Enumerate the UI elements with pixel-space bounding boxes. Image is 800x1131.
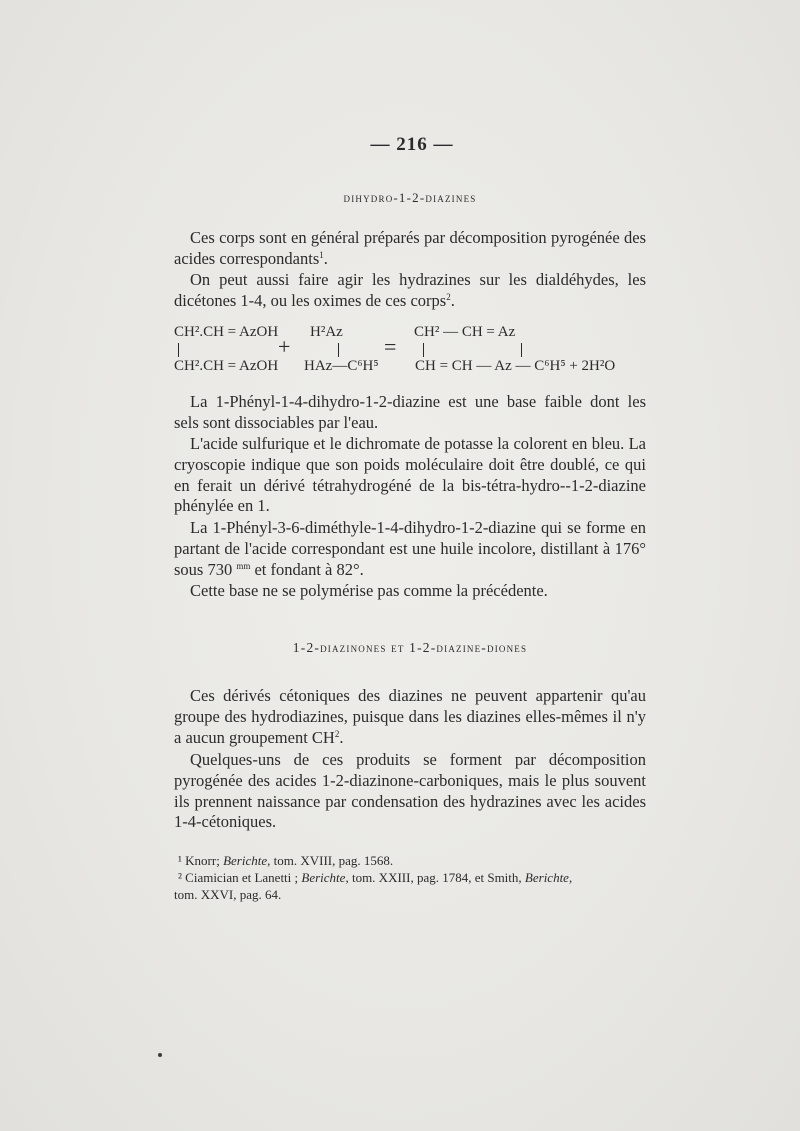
paragraph-1 xyxy=(174,228,646,270)
formula-right-top: CH² — CH = Az xyxy=(414,324,516,340)
unit-mm: mm xyxy=(236,560,251,571)
paragraph-1-text: Ces corps sont en général préparés par décomposition pyrogénée des acides correspondants xyxy=(174,228,646,268)
paragraph-6-text: Cette base ne se polymérise pas comme la précédente. xyxy=(190,581,548,600)
paragraph-7-tail: . xyxy=(339,727,344,747)
formula-left-top: CH².CH = AzOH xyxy=(174,324,279,340)
footnote-2-mark: ² xyxy=(178,870,182,885)
paragraph-3-text: La 1-Phényl-1-4-dihydro-1-2-diazine est une base faible dont les sels sont dissociables par l'eau. xyxy=(174,392,646,432)
bond-line-reagent xyxy=(338,343,339,357)
footnote-2-journal-2: Berichte xyxy=(524,870,569,885)
footnote-2-rest: , tom. XXIII, pag. 1784, et Smith, xyxy=(345,870,525,885)
bond-line-right-2 xyxy=(521,343,522,357)
paragraph-5 xyxy=(174,518,646,580)
footnote-2-author: Ciamician et Lanetti ; xyxy=(185,870,302,885)
paragraph-2-tail: . xyxy=(450,290,455,310)
section-heading-dihydrodiazines: dihydro-1-2-diazines xyxy=(343,190,477,205)
footnote-1-author: Knorr; xyxy=(185,853,224,868)
formula-equals: = xyxy=(384,334,397,359)
footnote-2-continuation: tom. XXVI, pag. 64. xyxy=(174,887,282,902)
paragraph-8 xyxy=(174,750,646,833)
footnote-1-journal: Berichte xyxy=(223,853,268,868)
formula-plus: + xyxy=(278,334,291,359)
paragraph-2 xyxy=(174,270,646,312)
chemical-equation xyxy=(174,324,654,380)
paragraph-4 xyxy=(174,434,646,517)
formula-left-bottom: CH².CH = AzOH xyxy=(174,358,279,374)
bond-line-left xyxy=(178,343,179,357)
footnote-ref-1: 1 xyxy=(319,249,324,260)
ink-speck xyxy=(158,1053,162,1057)
footnote-1 xyxy=(174,852,644,869)
footnote-2-rest-2: , xyxy=(568,870,573,885)
paragraph-5-text: La 1-Phényl-3-6-diméthyle-1-4-dihydro-1-2-diazine qui se forme en partant de l'acide correspondant est une huile incolore, distillant à 176° sous 730 xyxy=(174,518,646,579)
formula-right-bottom: CH = CH — Az — C⁶H⁵ + 2H²O xyxy=(415,358,616,374)
footnote-1-rest: , tom. XVIII, pag. 1568. xyxy=(267,853,394,868)
footnote-ref-2: 2 xyxy=(446,291,451,302)
bond-line-right-1 xyxy=(423,343,424,357)
paragraph-3 xyxy=(174,392,646,434)
paragraph-1-tail: . xyxy=(323,248,328,268)
footnote-2 xyxy=(174,869,644,886)
paragraph-6 xyxy=(174,581,646,602)
page-number: — 216 — xyxy=(370,134,454,155)
footnote-2-journal: Berichte xyxy=(301,870,346,885)
footnotes xyxy=(174,852,644,903)
formula-reagent-bottom: HAz—C⁶H⁵ xyxy=(304,358,379,374)
paragraph-8-text: Quelques-uns de ces produits se forment par décomposition pyrogénée des acides 1-2-diazinone-carboniques, mais le plus souvent ils prennent naissance par condensation des hydrazines avec les acides 1-4-cétoniques. xyxy=(174,750,646,832)
superscript-2: 2 xyxy=(334,728,340,739)
paragraph-2-text: On peut aussi faire agir les hydrazines sur les dialdéhydes, les dicétones 1-4, ou les oximes de ces corps xyxy=(174,270,646,310)
paragraph-4-text: L'acide sulfurique et le dichromate de potasse la colorent en bleu. La cryoscopie indique que son poids moléculaire doit être doublé, ce qui en ferait un dérivé tétrahydrogéné de la bis-tétra-hydro--1-2-diazine phénylée en 1. xyxy=(174,434,646,516)
formula-reagent-top: H²Az xyxy=(310,324,343,340)
paragraph-7 xyxy=(174,686,646,748)
section-heading-diazinones: 1-2-diazinones et 1-2-diazine-diones xyxy=(292,640,528,655)
paragraph-5-tail: et fondant à 82°. xyxy=(250,559,364,579)
footnote-1-mark: ¹ xyxy=(178,853,182,868)
paragraph-7-text: Ces dérivés cétoniques des diazines ne peuvent appartenir qu'au groupe des hydrodiazines, puisque dans les diazines elles-mêmes il n'y a aucun groupement CH xyxy=(174,686,646,747)
